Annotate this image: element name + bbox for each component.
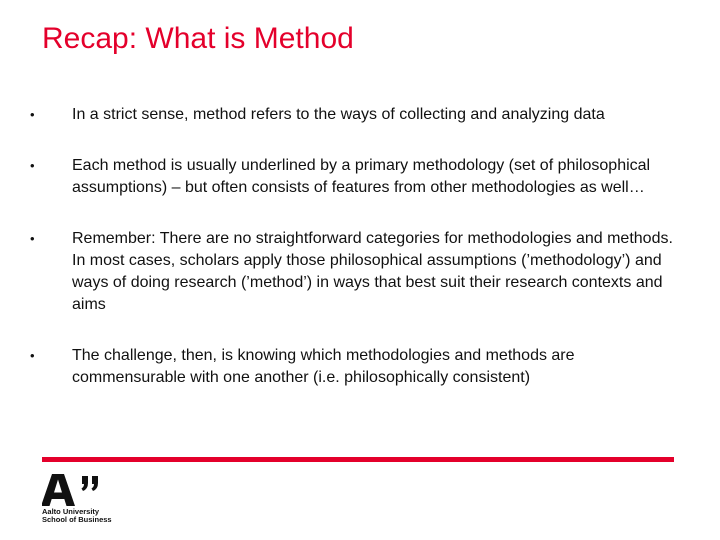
footer-divider (42, 457, 674, 462)
aalto-logo (42, 474, 132, 530)
bullet-item (28, 104, 688, 126)
bullet-item (28, 345, 688, 389)
bullet-text: Remember: There are no straightforward categories for methodologies and methods. In most cases, scholars apply those philosophical assumptions (’methodology’) and ways of doing research (’method’) in ways that best suit their research contexts and aims (72, 230, 673, 313)
slide-title: Recap: What is Method (42, 22, 354, 55)
bullet-text: Each method is usually underlined by a primary methodology (set of philosophical assumptions) – but often consists of features from other methodologies as well… (72, 157, 651, 196)
bullet-list (28, 104, 688, 413)
bullet-icon: • (30, 348, 35, 363)
bullet-icon: • (30, 107, 35, 122)
bullet-item (28, 228, 688, 316)
logo-university-name: Aalto University (42, 507, 100, 516)
bullet-icon: • (30, 158, 35, 173)
bullet-item (28, 155, 688, 199)
logo-school-name: School of Business (42, 515, 112, 524)
bullet-icon: • (30, 231, 35, 246)
aalto-a-quote-icon (42, 474, 104, 506)
bullet-text: In a strict sense, method refers to the ways of collecting and analyzing data (72, 106, 605, 123)
bullet-text: The challenge, then, is knowing which methodologies and methods are commensurable with one another (i.e. philosophically consistent) (72, 347, 575, 386)
